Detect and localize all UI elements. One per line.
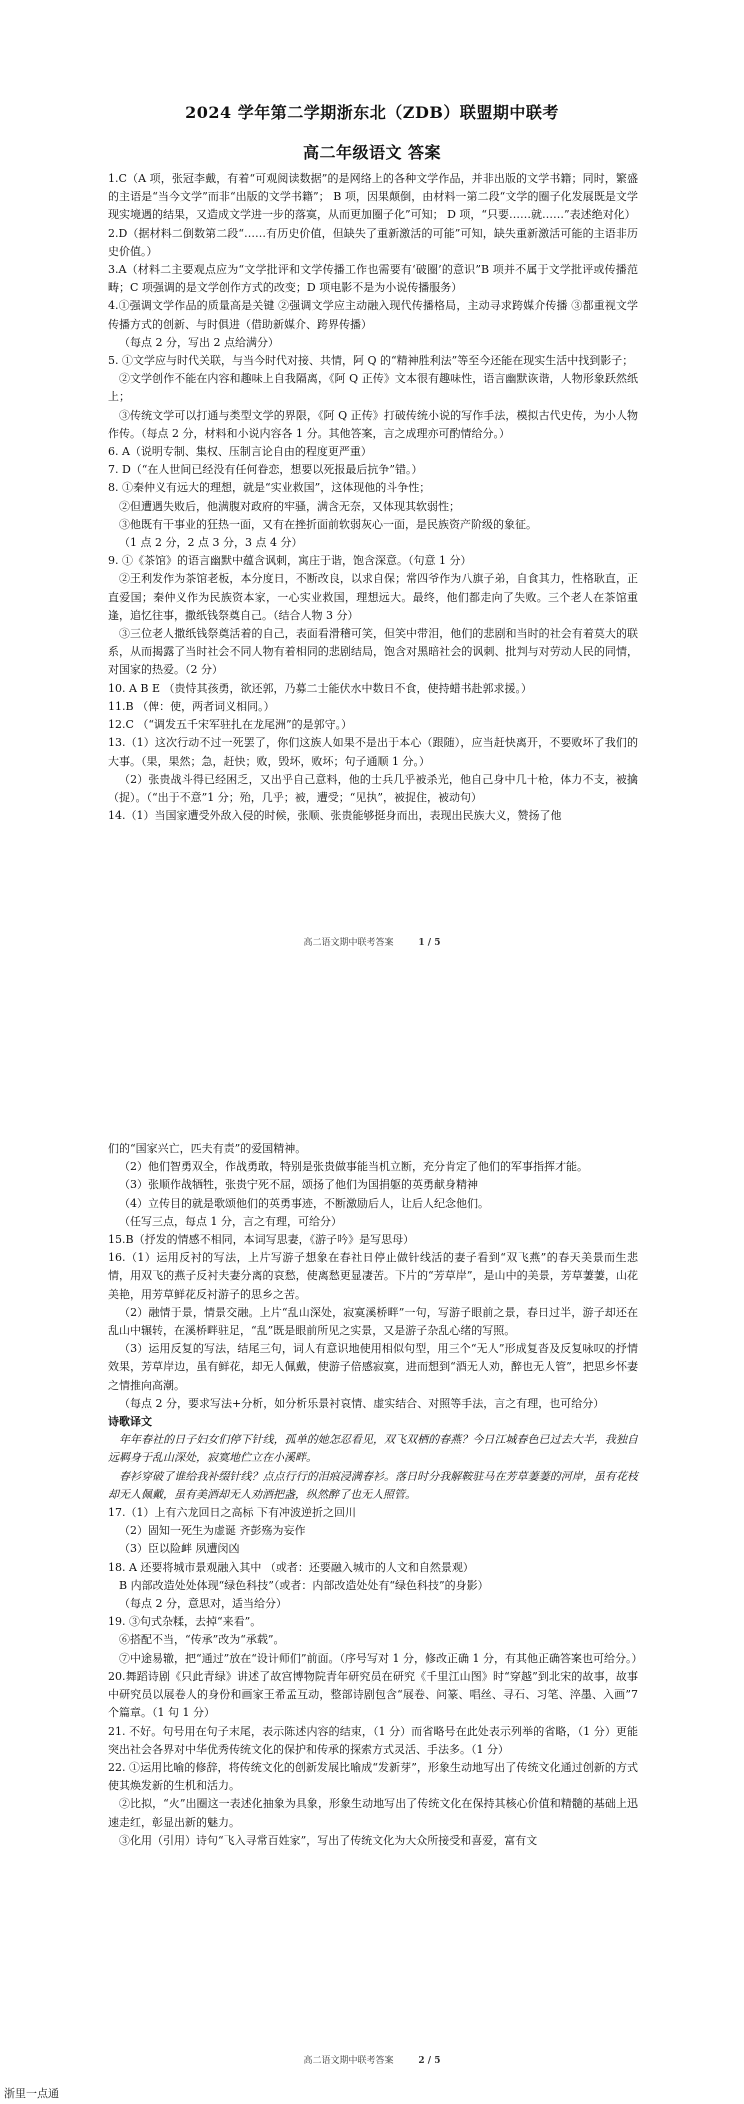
answer-line: （2）张贵战斗得已经困乏，又出乎自己意料，他的士兵几乎被杀光，他自己身中几十枪，体力不支，被擒（捉）。（“出于不意”1 分；殆，几乎；被，遭受；“见执”，被捉住，被动句） bbox=[108, 772, 638, 804]
answer-line: 1.C（A 项，张冠李戴，有着“可观阅读数据”的是网络上的各种文学作品，并非出版的文学书籍；同时，繁盛的主语是“当今文学”而非“出版的文学书籍”； B 项，因果颠倒，由材料一第二段“文学的圈子化发展既是文学现实境遇的结果，又造成文学进一步的落寞，从而更加圈子化”可知； D 项，“只要……就……”表述绝对化） bbox=[108, 172, 638, 222]
answer-line: 6. A（说明专制、集权、压制言论自由的程度更严重） bbox=[108, 445, 372, 459]
answer-line: （2）他们智勇双全，作战勇敢，特别是张贵做事能当机立断，充分肯定了他们的军事指挥才能。 bbox=[119, 1160, 588, 1174]
answer-line: ⑥搭配不当，“传承”改为“承载”。 bbox=[119, 1633, 285, 1647]
answer-line: （2）固知一死生为虚诞 齐彭殇为妄作 bbox=[119, 1524, 306, 1538]
page-1-footer bbox=[0, 935, 744, 948]
answer-line: 3.A（材料二主要观点应为“文学批评和文学传播工作也需要有‘破圈’的意识”B 项并不属于文学批评或传播范畴；C 项强调的是文学创作方式的改变；D 项电影不是为小说传播服务） bbox=[108, 263, 638, 295]
translation-line: 年年春社的日子妇女们停下针线，孤单的她怎忍看见，双飞双栖的春燕？今日江城春色已过去大半，我独自远羁身于乱山深处，寂寞地伫立在小溪畔。 bbox=[108, 1433, 638, 1465]
document-title: 2024 学年第二学期浙东北（ZDB）联盟期中联考 bbox=[185, 103, 559, 122]
translation-line: 春衫穿破了谁给我补缀针线？点点行行的泪痕浸满春衫。落日时分我解鞍驻马在芳草萋萋的河岸，虽有花枝却无人佩戴，虽有美酒却无人劝酒把盏，纵然醉了也无人照管。 bbox=[108, 1469, 638, 1501]
answer-line: 8. ①秦仲义有远大的理想，就是“实业救国”，这体现他的斗争性； bbox=[108, 481, 431, 495]
page-2-body bbox=[108, 1140, 643, 1850]
answer-line: 7. D（“在人世间已经没有任何眷恋，想要以死报最后抗争”错。） bbox=[108, 463, 423, 477]
answer-line: ②王利发作为茶馆老板，本分度日，不断改良，以求自保；常四爷作为八旗子弟，自食其力，性格耿直，正直爱国；秦仲义作为民族资本家，一心实业救国，理想远大。最终，他们都走向了失败。三个老人在茶馆重逢，追忆往事，撒纸钱祭奠自己。（结合人物 3 分） bbox=[108, 572, 638, 622]
page-number: 1 / 5 bbox=[418, 938, 441, 948]
answer-line: 14.（1）当国家遭受外敌入侵的时候，张顺、张贵能够挺身而出，表现出民族大义，赞扬了他 bbox=[108, 809, 562, 823]
answer-line: 5. ①文学应与时代关联，与当今时代对接、共情，阿 Q 的“精神胜利法”等至今还能在现实生活中找到影子； bbox=[108, 354, 634, 368]
answer-line: （3）臣以险衅 夙遭闵凶 bbox=[119, 1542, 240, 1556]
answer-line: （每点 2 分，写出 2 点给满分） bbox=[119, 335, 279, 349]
answer-line: 20.舞蹈诗剧《只此青绿》讲述了故宫博物院青年研究员在研究《千里江山图》时“穿越”到北宋的故事，故事中研究员以展卷人的身份和画家王希孟互动，整部诗剧包含“展卷、问篆、唱丝、寻石、习笔、淬墨、入画”7 个篇章。（1 句 1 分） bbox=[108, 1669, 638, 1720]
answer-line: 11.B （俾：使，两者词义相同。） bbox=[108, 699, 275, 713]
answer-line: （3）张顺作战牺牲，张贵宁死不屈，颂扬了他们为国捐躯的英勇献身精神 bbox=[119, 1178, 478, 1192]
footer-label: 高二语文期中联考答案 bbox=[303, 938, 394, 948]
answer-line: 4.①强调文学作品的质量高是关键 ②强调文学应主动融入现代传播格局，主动寻求跨媒介传播 ③都重视文学传播方式的创新、与时俱进（借助新媒介、跨界传播） bbox=[108, 299, 638, 331]
answer-line: 10. A B E （贵恃其孩勇，欲还郭，乃募二士能伏水中数日不食，使持蜡书赴郭求援。） bbox=[108, 681, 533, 695]
answer-line: ③传统文学可以打通与类型文学的界限，《阿 Q 正传》打破传统小说的写作手法，模拟古代史传，为小人物作传。（每点 2 分，材料和小说内容各 1 分。其他答案，言之成理亦可酌情给分。） bbox=[108, 408, 638, 440]
answer-line: 22. ①运用比喻的修辞，将传统文化的创新发展比喻成“发新芽”，形象生动地写出了传统文化通过创新的方式使其焕发新的生机和活力。 bbox=[108, 1760, 638, 1793]
answer-line: 21. 不好。句号用在句子末尾，表示陈述内容的结束，（1 分）而省略号在此处表示列举的省略，（1 分）更能突出社会各界对中华优秀传统文化的保护和传承的探索方式灵活、手法多。（1 分） bbox=[108, 1724, 638, 1756]
answer-line: 们的“国家兴亡，匹夫有责”的爱国精神。 bbox=[108, 1142, 307, 1155]
answer-line: ③他既有干事业的狂热一面，又有在挫折面前软弱灰心一面，是民族资产阶级的象征。 bbox=[119, 517, 537, 531]
answer-line: （2）融情于景，情景交融。上片“乱山深处，寂寞溪桥畔”一句，写游子眼前之景，春日过半，游子却还在乱山中辗转，在溪桥畔驻足，“乱”既是眼前所见之实景，又是游子杂乱心绪的写照。 bbox=[108, 1305, 638, 1338]
answer-line: （1 点 2 分，2 点 3 分，3 点 4 分） bbox=[119, 536, 303, 550]
answer-line: 13.（1）这次行动不过一死罢了，你们这族人如果不是出于本心（跟随），应当赶快离开，不要败坏了我们的大事。（果，果然；急，赶快；败，毁坏，败坏；句子通顺 1 分。） bbox=[108, 736, 638, 768]
answer-line: ③三位老人撒纸钱祭奠活着的自己，表面看滑稽可笑，但笑中带泪，他们的悲剧和当时的社会有着莫大的联系，从而揭露了当时社会不同人物有着相同的悲剧结局，饱含对黑暗社会的讽刺、批判与对劳动人民的同情，对国家的热爱。（2 分） bbox=[108, 627, 638, 677]
answer-line: ②但遭遇失败后，他满腹对政府的牢骚，满含无奈，又体现其软弱性； bbox=[119, 499, 460, 513]
page-1 bbox=[0, 0, 744, 1000]
page-number: 2 / 5 bbox=[418, 2056, 441, 2066]
answer-line: 17.（1）上有六龙回日之高标 下有冲波逆折之回川 bbox=[108, 1506, 356, 1520]
answer-line: 18. A 还要将城市景观融入其中 （或者：还要融入城市的人文和自然景观） bbox=[108, 1560, 474, 1574]
answer-line: （每点 2 分，意思对，适当给分） bbox=[119, 1597, 287, 1611]
answer-line: 12.C （“调发五千宋军驻扎在龙尾洲”的是郭守。） bbox=[108, 718, 353, 732]
answer-line: 16.（1）运用反衬的写法，上片写游子想象在春社日停止做针线活的妻子看到“双飞燕”的春天美景而生悲情，用双飞的燕子反衬夫妻分离的哀愁，使离愁更显凄苦。下片的“芳草岸”，是山中的美景，芳草萋萋，山花美艳，用芳草鲜花反衬游子的思乡之苦。 bbox=[108, 1251, 638, 1301]
document-subtitle: 高二年级语文 答案 bbox=[302, 143, 442, 162]
page-1-body bbox=[108, 170, 638, 825]
answer-line: ②比拟，“火”出圈这一表述化抽象为具象，形象生动地写出了传统文化在保持其核心价值和精髓的基础上迅速走红，彰显出新的魅力。 bbox=[108, 1797, 638, 1829]
page-2-footer bbox=[0, 2053, 744, 2066]
answer-line: ③化用（引用）诗句“飞入寻常百姓家”，写出了传统文化为大众所接受和喜爱，富有文 bbox=[119, 1833, 538, 1847]
answer-line: ⑦中途易辙，把“通过”放在“设计师们”前面。（序号写对 1 分，修改正确 1 分，有其他正确答案也可给分。） bbox=[119, 1651, 643, 1665]
answer-line: 19. ③句式杂糅，去掉“来看”。 bbox=[108, 1615, 262, 1629]
translation-title: 诗歌译文 bbox=[108, 1415, 152, 1429]
footer-label: 高二语文期中联考答案 bbox=[303, 2056, 394, 2066]
answer-line: （3）运用反复的写法，结尾三句，词人有意识地使用相似句型，用三个“无人”形成复沓及反复咏叹的抒情效果，芳草岸边，虽有鲜花，却无人佩戴，使游子倍感寂寞，进而想到“酒无人劝，醉也无人管”，把思乡怀妻之情推向高潮。 bbox=[108, 1342, 638, 1392]
answer-line: 9. ①《茶馆》的语言幽默中蕴含讽刺，寓庄于谐，饱含深意。（句意 1 分） bbox=[108, 554, 472, 568]
watermark: 浙里一点通 bbox=[4, 2087, 59, 2100]
answer-line: （4）立传目的就是歌颂他们的英勇事迹，不断激励后人，让后人纪念他们。 bbox=[119, 1196, 489, 1210]
answer-line: （每点 2 分，要求写法+分析，如分析乐景衬哀情、虚实结合、对照等手法，言之有理，也可给分） bbox=[119, 1396, 605, 1410]
answer-line: （任写三点，每点 1 分，言之有理，可给分） bbox=[119, 1214, 342, 1228]
answer-line: 15.B（抒发的情感不相同，本词写思妻，《游子吟》是写思母） bbox=[108, 1233, 415, 1247]
answer-line: ②文学创作不能在内容和趣味上自我隔离，《阿 Q 正传》文本很有趣味性，语言幽默诙谐，人物形象跃然纸上； bbox=[108, 372, 638, 404]
answer-line: 2.D（据材料二倒数第二段“……有历史价值，但缺失了重新激活的可能”可知，缺失重新激活可能的主语非历史价值。） bbox=[108, 226, 638, 258]
answer-line: B 内部改造处处体现“绿色科技”（或者：内部改造处处有“绿色科技”的身影） bbox=[119, 1578, 489, 1592]
page-2 bbox=[0, 1000, 744, 2104]
